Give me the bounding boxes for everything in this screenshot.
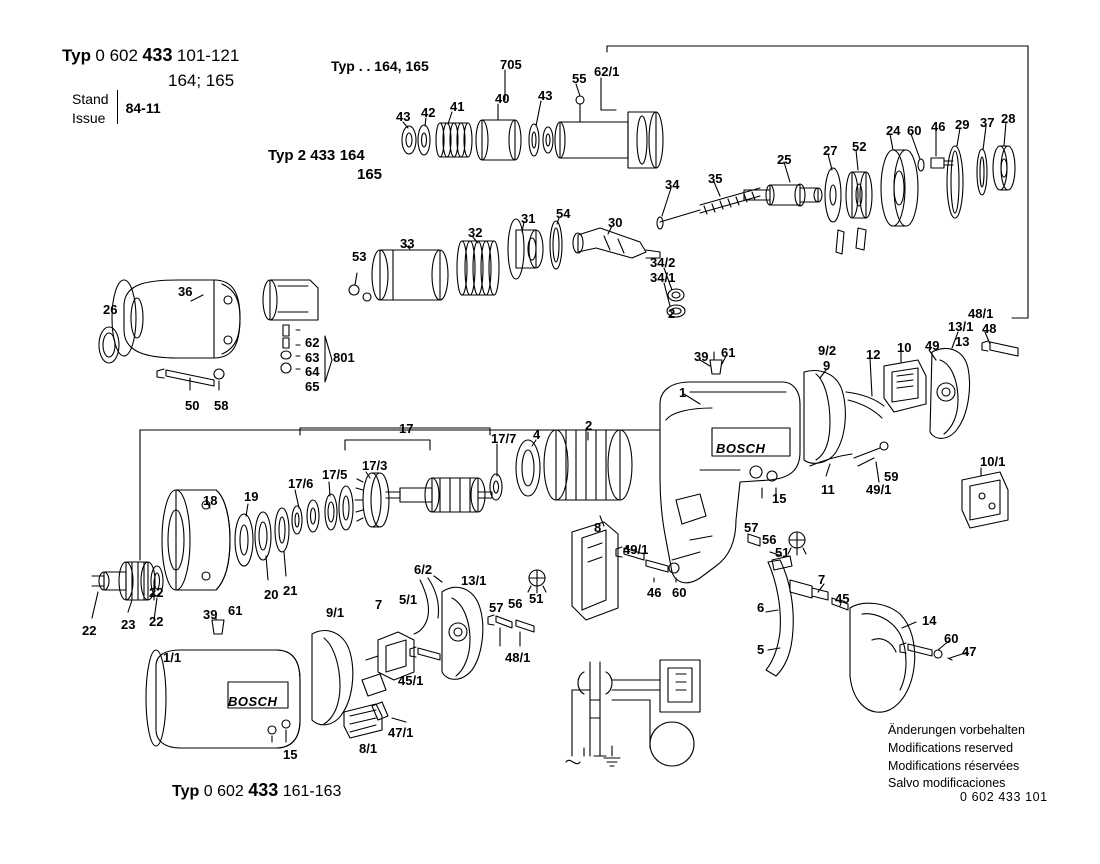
footer-typ-c: 161-163 bbox=[282, 783, 342, 800]
part-number-callout: 63 bbox=[305, 350, 320, 365]
part-number-callout: 28 bbox=[1001, 111, 1016, 126]
part-number-callout: 14 bbox=[922, 613, 937, 628]
issue-block bbox=[72, 90, 161, 128]
bosch-logo-main: BOSCH bbox=[716, 441, 766, 456]
issue-divider bbox=[117, 90, 118, 124]
bosch-logo-housing: BOSCH bbox=[228, 694, 278, 709]
group-typ-2433 bbox=[268, 146, 365, 166]
part-number-callout: 8/1 bbox=[359, 741, 378, 756]
group-typ-2433-b: 165 bbox=[357, 166, 383, 183]
part-number-callout: 801 bbox=[333, 350, 355, 365]
group-typ-2433-b-wrap bbox=[357, 165, 382, 185]
part-number-callout: 52 bbox=[852, 139, 867, 154]
group-typ-top: Typ . . 164, 165 bbox=[331, 58, 429, 74]
part-number-callout: 25 bbox=[777, 152, 792, 167]
part-number-callout: 58 bbox=[214, 398, 229, 413]
part-number-callout: 33 bbox=[400, 236, 415, 251]
header-typ-range: 101-121 bbox=[176, 46, 240, 65]
issue-label-de: Stand bbox=[72, 91, 109, 107]
part-number-callout: 7 bbox=[375, 597, 383, 612]
header-typ-prefix: Typ bbox=[62, 46, 91, 65]
part-number-callout: 41 bbox=[450, 99, 465, 114]
part-number-callout: 9 bbox=[823, 358, 831, 373]
part-number-callout: 22 bbox=[82, 623, 97, 638]
part-number-callout: 6/2 bbox=[414, 562, 433, 577]
part-number-callout: 17 bbox=[399, 421, 414, 436]
issue-date: 84-11 bbox=[125, 100, 161, 116]
part-number-callout: 46 bbox=[931, 119, 946, 134]
part-number-callout: 26 bbox=[103, 302, 118, 317]
part-number-callout: 2 bbox=[668, 306, 676, 321]
part-number-callout: 57 bbox=[489, 600, 504, 615]
part-number-callout: 17/5 bbox=[322, 467, 348, 482]
part-number-callout: 32 bbox=[468, 225, 483, 240]
part-number-callout: 13/1 bbox=[461, 573, 487, 588]
part-number-callout: 15 bbox=[772, 491, 787, 506]
part-number-callout: 20 bbox=[264, 587, 279, 602]
part-number-callout: 51 bbox=[775, 545, 790, 560]
part-number-callout: 39 bbox=[694, 349, 709, 364]
part-number-callout: 29 bbox=[955, 117, 970, 132]
document-code: 0 602 433 101 bbox=[960, 790, 1048, 804]
header-typ-number-a: 0 602 bbox=[95, 46, 138, 65]
part-number-callout: 17/7 bbox=[491, 431, 517, 446]
part-number-callout: 59 bbox=[884, 469, 899, 484]
part-number-callout: 19 bbox=[244, 489, 259, 504]
part-number-callout: 54 bbox=[556, 206, 571, 221]
part-number-callout: 7 bbox=[818, 572, 826, 587]
note-es: Salvo modificaciones bbox=[888, 776, 1006, 791]
part-number-callout: 4 bbox=[533, 427, 541, 442]
footer-typ-prefix: Typ bbox=[172, 783, 200, 800]
part-number-callout: 1 bbox=[679, 385, 687, 400]
part-number-callout: 48/1 bbox=[968, 306, 994, 321]
footer-typ bbox=[172, 780, 341, 801]
part-number-callout: 65 bbox=[305, 379, 320, 394]
part-number-callout: 11 bbox=[821, 482, 835, 497]
part-number-callout: 39 bbox=[203, 607, 218, 622]
part-number-callout: 46 bbox=[647, 585, 662, 600]
part-number-callout: 2 bbox=[585, 418, 593, 433]
part-number-callout: 49/1 bbox=[623, 542, 649, 557]
part-number-callout: 62 bbox=[305, 335, 320, 350]
part-number-callout: 40 bbox=[495, 91, 510, 106]
part-number-callout: 30 bbox=[608, 215, 623, 230]
part-number-callout: 12 bbox=[866, 347, 881, 362]
part-number-callout: 61 bbox=[721, 345, 736, 360]
part-number-callout: 36 bbox=[178, 284, 193, 299]
part-number-callout: 56 bbox=[762, 532, 777, 547]
part-number-callout: 10 bbox=[897, 340, 912, 355]
part-number-callout: 17/3 bbox=[362, 458, 388, 473]
part-number-callout: 1/1 bbox=[163, 650, 182, 665]
part-number-callout: 48 bbox=[982, 321, 997, 336]
part-number-callout: 13 bbox=[955, 334, 970, 349]
part-number-callout: 56 bbox=[508, 596, 523, 611]
part-number-callout: 49/1 bbox=[866, 482, 892, 497]
footer-typ-b: 433 bbox=[248, 780, 279, 800]
part-number-callout: 50 bbox=[185, 398, 200, 413]
note-fr: Modifications réservées bbox=[888, 758, 1020, 773]
part-number-callout: 34 bbox=[665, 177, 680, 192]
part-number-callout: 62/1 bbox=[594, 64, 620, 79]
part-number-callout: 57 bbox=[744, 520, 759, 535]
part-number-callout: 51 bbox=[529, 591, 544, 606]
part-number-callout: 35 bbox=[708, 171, 723, 186]
part-number-callout: 9/2 bbox=[818, 343, 837, 358]
part-number-callout: 60 bbox=[944, 631, 959, 646]
part-number-callout: 60 bbox=[907, 123, 922, 138]
part-number-callout: 27 bbox=[823, 143, 838, 158]
part-number-callout: 55 bbox=[572, 71, 587, 86]
part-number-callout: 5/1 bbox=[399, 592, 418, 607]
part-number-callout: 8 bbox=[594, 520, 602, 535]
part-number-callout: 47 bbox=[962, 644, 977, 659]
group-typ-2433-a: 164 bbox=[339, 147, 365, 164]
part-number-callout: 53 bbox=[352, 249, 367, 264]
part-number-callout: 18 bbox=[203, 493, 218, 508]
note-de: Änderungen vorbehalten bbox=[888, 723, 1025, 737]
header-typ-line2 bbox=[168, 70, 234, 92]
part-number-callout: 15 bbox=[283, 747, 298, 762]
part-number-callout: 34/1 bbox=[650, 270, 676, 285]
part-number-callout: 64 bbox=[305, 364, 320, 379]
part-number-callout: 6 bbox=[757, 600, 765, 615]
footer-typ-a: 0 602 bbox=[203, 783, 244, 800]
header-typ-number-b: 433 bbox=[142, 45, 173, 65]
part-number-callout: 21 bbox=[283, 583, 298, 598]
note-en: Modifications reserved bbox=[888, 740, 1014, 755]
part-number-callout: 705 bbox=[500, 57, 522, 72]
part-number-callout: 43 bbox=[538, 88, 553, 103]
part-number-callout: 60 bbox=[672, 585, 687, 600]
part-number-callout: 5 bbox=[757, 642, 765, 657]
group-typ-2433-text: Typ 2 433 bbox=[268, 147, 336, 164]
modification-notes bbox=[888, 722, 1025, 793]
issue-label-en: Issue bbox=[72, 109, 106, 126]
part-number-callout: 9/1 bbox=[326, 605, 345, 620]
part-number-callout: 31 bbox=[521, 211, 536, 226]
part-number-callout: 61 bbox=[228, 603, 243, 618]
part-number-callout: 10/1 bbox=[980, 454, 1006, 469]
part-number-callout: 17/6 bbox=[288, 476, 314, 491]
part-number-callout: 45 bbox=[835, 591, 850, 606]
part-number-callout: 48/1 bbox=[505, 650, 531, 665]
part-number-callout: 43 bbox=[396, 109, 411, 124]
part-number-callout: 23 bbox=[121, 617, 136, 632]
part-number-callout: 24 bbox=[886, 123, 901, 138]
part-number-callout: 34/2 bbox=[650, 255, 676, 270]
header-typ-line2-text: 164; 165 bbox=[168, 71, 235, 90]
part-number-callout: 42 bbox=[421, 105, 436, 120]
part-number-callout: 45/1 bbox=[398, 673, 424, 688]
part-number-callout: 13/1 bbox=[948, 319, 974, 334]
part-number-callout: 47/1 bbox=[388, 725, 414, 740]
header-typ-line1 bbox=[62, 44, 239, 67]
part-number-callout: 49 bbox=[925, 338, 940, 353]
part-number-callout: 22 bbox=[149, 614, 164, 629]
part-number-callout: 22 bbox=[149, 585, 164, 600]
part-number-callout: 37 bbox=[980, 115, 995, 130]
